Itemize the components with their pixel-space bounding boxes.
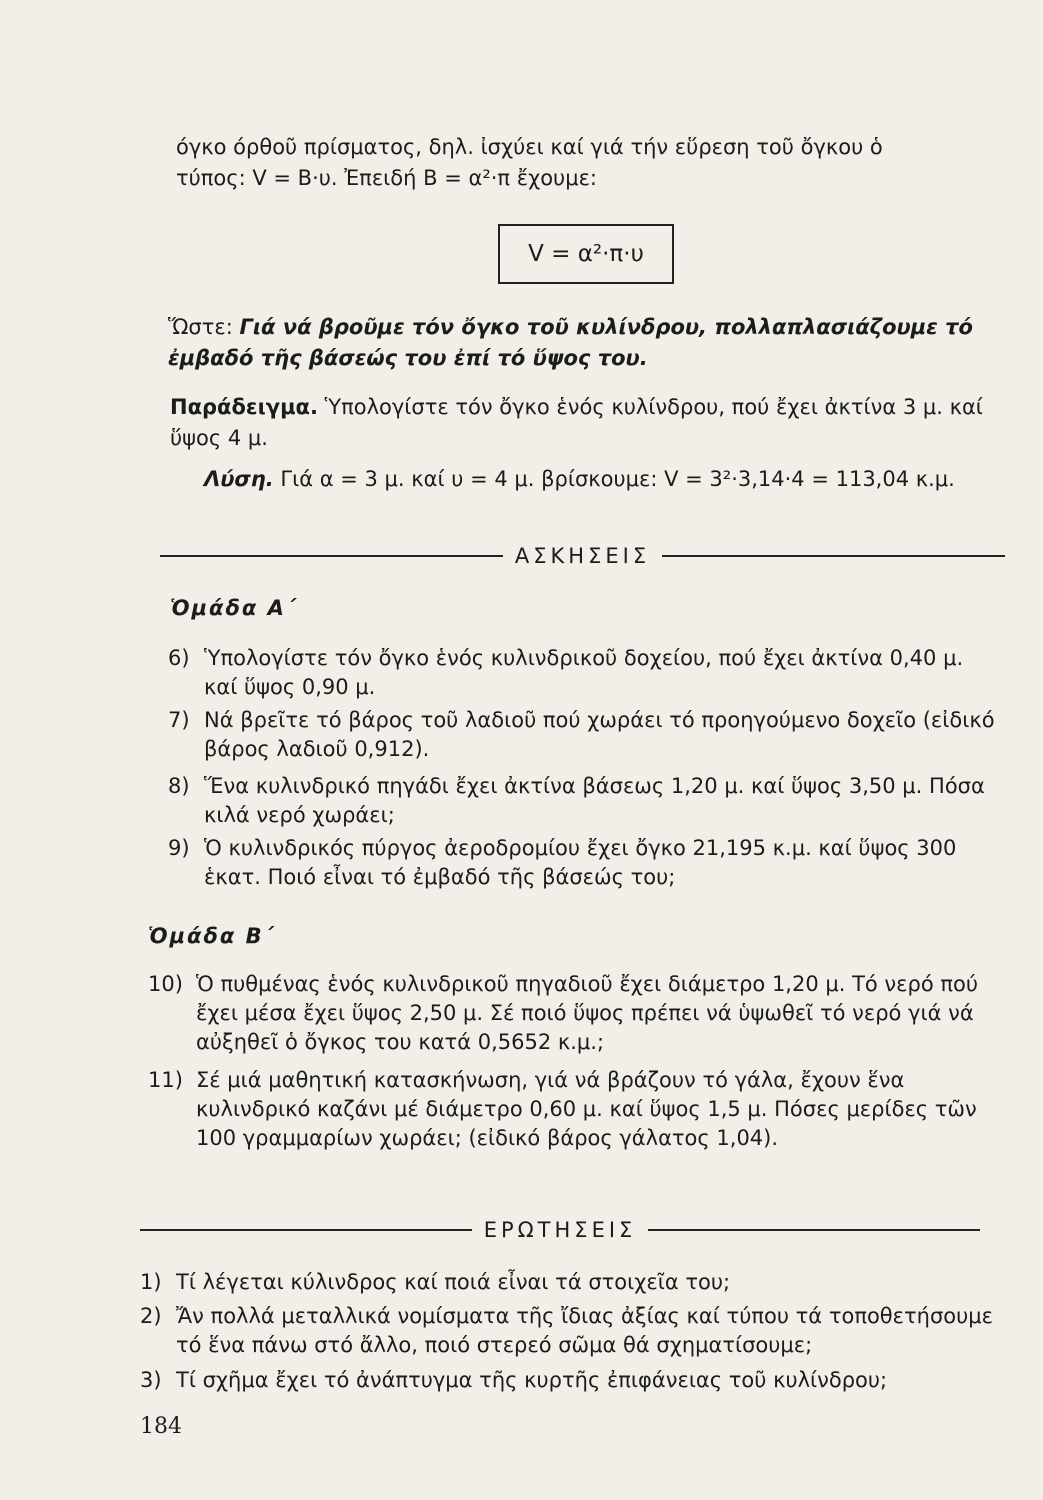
exercise-text: Ὑπολογίστε τόν ὄγκο ἑνός κυλινδρικοῦ δοχείου, πού ἔχει ἀκτίνα 0,40 μ. καί ὕψος 0,90 μ. <box>204 646 964 699</box>
question-number: 1) <box>140 1270 162 1294</box>
question-number: 2) <box>140 1304 162 1328</box>
page-number: 184 <box>140 1414 182 1439</box>
solution-paragraph <box>204 464 1004 495</box>
heading-rule-right <box>662 555 1005 557</box>
exercise-number: 9) <box>168 836 190 860</box>
question-item <box>140 1268 1000 1297</box>
exercise-item <box>168 772 998 830</box>
exercise-text: Ὁ κυλινδρικός πύργος ἀεροδρομίου ἔχει ὄγκο 21,195 κ.μ. καί ὕψος 300 ἑκατ. Ποιό εἶναι τό ἐμβαδό τῆς βάσεώς του; <box>204 836 957 889</box>
group-b-label: Ὁμάδα Β΄ <box>148 924 275 948</box>
exercises-heading <box>160 540 1005 572</box>
solution-text: Γιά α = 3 μ. καί υ = 4 μ. βρίσκουμε: V = 3²·3,14·4 = 113,04 κ.μ. <box>280 467 955 491</box>
question-text: Ἄν πολλά μεταλλικά νομίσματα τῆς ἴδιας ἀξίας καί τύπου τά τοποθετήσουμε τό ἕνα πάνω στό ἄλλο, ποιό στερεό σῶμα θά σχηματίσουμε; <box>176 1304 993 1357</box>
question-number: 3) <box>140 1368 162 1392</box>
heading-rule-right <box>648 1229 980 1231</box>
exercise-item <box>168 706 998 764</box>
exercise-text: Σέ μιά μαθητική κατασκήνωση, γιά νά βράζουν τό γάλα, ἔχουν ἕνα κυλινδρικό καζάνι μέ διάμετρο 0,60 μ. καί ὕψος 1,5 μ. Πόσες μερίδες τῶν 100 γραμμαρίων χωράει; (εἰδικό βάρος γάλατος 1,04). <box>196 1068 977 1150</box>
conclusion-paragraph <box>168 312 1008 374</box>
conclusion-rule: Γιά νά βροῦμε τόν ὄγκο τοῦ κυλίνδρου, πολλαπλασιάζουμε τό ἐμβαδό τῆς βάσεώς του ἐπί τό ὕψος του. <box>168 315 973 370</box>
exercise-number: 6) <box>168 646 190 670</box>
questions-heading <box>140 1214 980 1246</box>
intro-line-2: τύπος: V = B·υ. Ἐπειδή B = α²·π ἔχουμε: <box>176 166 597 190</box>
exercise-text: Ὁ πυθμένας ἑνός κυλινδρικοῦ πηγαδιοῦ ἔχει διάμετρο 1,20 μ. Τό νερό πού ἔχει μέσα ἔχει ὕψος 2,50 μ. Σέ ποιό ὕψος πρέπει νά ὑψωθεῖ τό νερό γιά νά αὐξηθεῖ ὁ ὄγκος του κατά 0,5652 κ.μ.; <box>196 972 979 1054</box>
volume-formula-box: V = α²·π·υ <box>498 224 674 284</box>
heading-rule-left <box>140 1229 472 1231</box>
questions-title: ΕΡΩΤΗΣΕΙΣ <box>483 1218 637 1242</box>
exercise-item <box>148 970 998 1057</box>
exercise-item <box>168 834 998 892</box>
conclusion-lead: Ὥστε: <box>168 315 233 339</box>
group-a-label: Ὁμάδα Α΄ <box>170 596 298 620</box>
exercise-item <box>168 644 998 702</box>
question-text: Τί λέγεται κύλινδρος καί ποιά εἶναι τά στοιχεῖα του; <box>176 1270 731 1294</box>
exercise-number: 10) <box>148 972 183 996</box>
question-item <box>140 1302 1000 1360</box>
solution-label: Λύση. <box>204 467 274 491</box>
exercises-title: ΑΣΚΗΣΕΙΣ <box>514 544 651 568</box>
exercise-number: 7) <box>168 708 190 732</box>
exercise-text: Ἕνα κυλινδρικό πηγάδι ἔχει ἀκτίνα βάσεως 1,20 μ. καί ὕψος 3,50 μ. Πόσα κιλά νερό χωράει; <box>204 774 985 827</box>
heading-rule-left <box>160 555 503 557</box>
example-paragraph <box>170 392 1006 454</box>
intro-line-1: όγκο όρθοῦ πρίσματος, δηλ. ἰσχύει καί γιά τήν εὕρεση τοῦ ὄγκου ὁ <box>176 135 883 159</box>
intro-paragraph <box>176 132 1006 194</box>
example-label: Παράδειγμα. <box>170 395 318 419</box>
exercise-number: 11) <box>148 1068 183 1092</box>
example-text: Ὑπολογίστε τόν ὄγκο ἑνός κυλίνδρου, πού ἔχει ἀκτίνα 3 μ. καί ὕψος 4 μ. <box>170 395 983 450</box>
exercise-item <box>148 1066 998 1153</box>
question-text: Τί σχῆμα ἔχει τό ἀνάπτυγμα τῆς κυρτῆς ἐπιφάνειας τοῦ κυλίνδρου; <box>176 1368 888 1392</box>
question-item <box>140 1366 1000 1395</box>
exercise-number: 8) <box>168 774 190 798</box>
exercise-text: Νά βρεῖτε τό βάρος τοῦ λαδιοῦ πού χωράει τό προηγούμενο δοχεῖο (εἰδικό βάρος λαδιοῦ 0,912). <box>204 708 995 761</box>
